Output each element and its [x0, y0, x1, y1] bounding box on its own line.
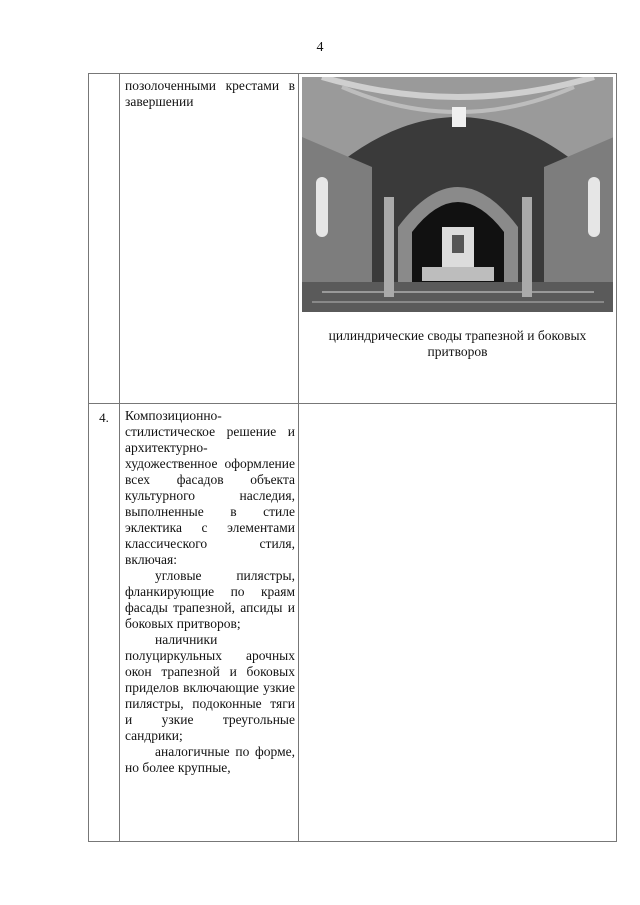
description-paragraph: аналогичные по форме, но более крупные, — [125, 744, 295, 775]
row-image-cell — [299, 74, 617, 404]
table-row — [89, 404, 617, 842]
row-empty-cell — [299, 404, 617, 842]
description-paragraph: Композиционно-стилистическое решение и архитектурно-художественное оформление всех фасадов объекта культурного наследия, выполненные в стиле эклектика с элементами классического стиля, включая: — [125, 408, 295, 567]
page-number: 4 — [316, 40, 324, 55]
photo-caption: цилиндрические своды трапезной и боковых притворов — [328, 328, 587, 359]
row-description-cell — [120, 74, 299, 404]
interior-photo — [302, 77, 613, 312]
description-paragraph: наличники полуциркульных арочных окон трапезной и боковых приделов включающие узкие пилястры, подоконные тяги и узкие треугольные сандрики; — [125, 632, 295, 743]
row-number-cell: 4. — [89, 404, 120, 842]
description-paragraph: угловые пилястры, фланкирующие по краям фасады трапезной, апсиды и боковых притворов; — [125, 568, 295, 631]
description-text: позолоченными крестами в завершении — [125, 78, 295, 109]
table-row — [89, 74, 617, 404]
church-interior-image — [302, 77, 613, 312]
row-number-cell — [89, 74, 120, 404]
heritage-table — [88, 73, 617, 842]
row-description-cell — [120, 404, 299, 842]
